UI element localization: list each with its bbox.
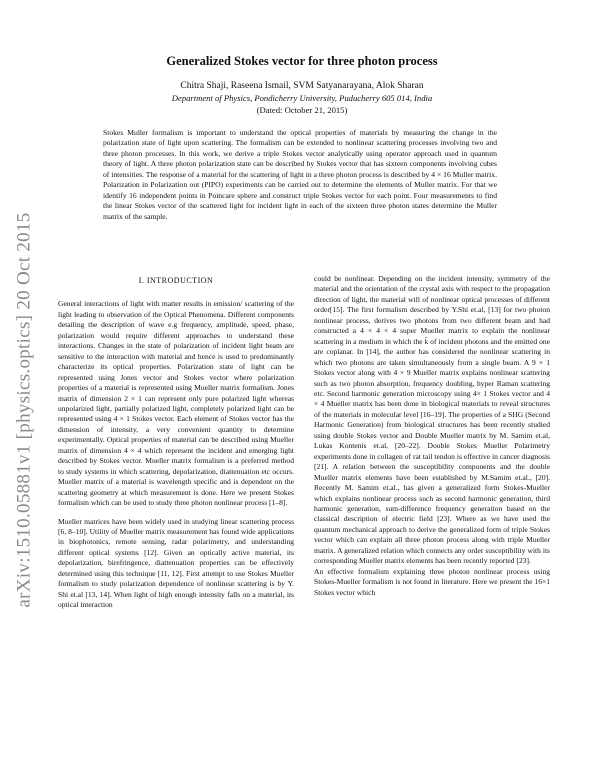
- arxiv-identifier: [8, 212, 42, 608]
- paper-title: Generalized Stokes vector for three photon process: [166, 54, 438, 68]
- body-paragraph: Mueller matrices have been widely used in studying linear scattering process [6, 8–10]. Utility of Mueller matrix measurement has found wide applications in biophotonics, remote sensing, radar polarimetry, and understanding different optical systems [12]. Given an optically active material, its depolarization, birefringence, diattenuation properties can be effectively determined using this technique [11, 12]. First attempt to use Stokes Mueller formalism to study polarization dependence of nonlinear scattering is by Y. Shi et.al [13, 14]. When light of high enough intensity falls on a material, its optical interaction: [58, 516, 294, 610]
- date-line: (Dated: October 21, 2015): [256, 105, 348, 115]
- right-column: [314, 274, 550, 598]
- body-paragraph: could be nonlinear. Depending on the incident intensity, symmetry of the material and the orientation of the crystal axis with respect to the propagation direction of light, the material will of nonlinear optical processes of different order[15]. The first formalism described by Y.Shi et.al, [13] for two photon nonlinear process, derives two photons from two different beam and had constructed a 4 × 4 × 4 super Mueller matrix to explain the nonlinear scattering in a medium in which the k̂ of incident photons and the emitted one are coplanar. In [14], the author has considered the nonlinear scattering in which two photons are taken simultaneously from a single beam. A 9 × 1 Stokes vector along with 4 × 9 Mueller matrix explains nonlinear scattering such as two photon absorption, frequency doubling, hyper Raman scattering etc. Second harmonic generation microscopy using 4× 1 Stokes vector and 4 × 4 Mueller matrix has been done in biological materials to reveal structures of the materials in molecular level [16–19]. The properties of a SHG (Second Harmonic Generation) from biological structures has been recently studied using double Stokes vector and Double Mueller matrix by M. Samim et.al, Lukas Kontenis et.al, [20–22]. Double Stokes Mueller Polarimetry experiments done in collagen of rat tail tendon is effective in cancer diagnosis [21]. A relation between the susceptibility components and the double Mueller matrix elements have been established by M.Samim et.al., [20]. Recently M. Samim et.al., has given a generalized form Stokes-Mueller which explains nonlinear process such as second harmonic generation, third harmonic generation, sum-difference frequency generation based on the classical description of electric field [23]. Where as we have used the quantum mechanical approach to derive the generalized form of triple Stokes vector which can explain all three photon process along with triple Mueller matrix. A generalized relation which connects any order susceptibility with its corresponding Mueller matrix elements has been recently reported [23].: [314, 274, 550, 566]
- arxiv-id-text: arXiv:1510.05881v1 [physics.optics] 20 Oct 2015: [14, 212, 35, 608]
- paper-header: [60, 54, 544, 115]
- section-heading-introduction: I. INTRODUCTION: [138, 276, 214, 285]
- affiliation: Department of Physics, Pondicherry University, Puducherry 605 014, India: [171, 93, 433, 103]
- body-paragraph: General interactions of light with matter results in emission/ scattering of the light leading to observation of the Optical Phenomena. Different components detailing the description of wave e.g frequency, amplitude, speed, phase, polarization would require different approaches to understand these interactions. Changes in the state of polarization of incident light beam are sensitive to the interaction with material and hence is used to predominantly characterize its optical properties. Polarization state of light can be represented using Jones vector and Stokes vector where polarization properties of a material is represented using Mueller matrix formalism. Jones matrix of dimension 2 × 1 can represent only pure polarized light whereas unpolarized light, partially polarized light, completely polarized light can be represented using 4 × 1 Stokes vector. Each element of Stokes vector has the dimension of intensity, a very convenient quantity to determine experimentally. Optical properties of material can be described using Mueller matrix of dimension 4 × 4 which represent the incident and emerging light described by Stokes vector. Mueller matrix formalism is a preferred method to study systems in which scattering, depolarization, diattenuation etc occurs. Mueller matrix of a material is wavelength specific and is dependent on the scattering geometry at which measurement is done. Here we present Stokes formalism which can be used to study three photon nonlinear process [1–8].: [58, 299, 294, 508]
- left-column: [58, 276, 294, 611]
- author-list: Chitra Shaji, Raseena Ismail, SVM Satyanarayana, Alok Sharan: [180, 81, 424, 91]
- body-paragraph: An effective formalism explaining three photon nonlinear process using Stokes-Mueller formalism is not found in literature. Here we present the 16×1 Stokes vector which: [314, 566, 550, 597]
- abstract: Stokes Muller formalism is important to understand the optical properties of materials by measuring the change in the polarization state of light upon scattering. The formalism can be extended to nonlinear scattering processes involving two and three photon processes. In this work, we derive a triple Stokes vector analytically using operator approach used in quantum theory of light. A three photon polarization state can be described by Stokes vector that has sixteen components involving cubes of intensities. The response of a material for the scattering of light in a three photon process is described by 4 × 16 Muller matrix. Polarization in Polarization out (PIPO) experiments can be carried out to determine the elements of Muller matrix. For that we identify 16 independent points in Poincare sphere and construct triple Stokes vector for each point. Four measurements to find the linear Stokes vector of the scattered light for incident light in each of the sixteen three photon states determine the Muller matrix of the sample.: [103, 128, 497, 221]
